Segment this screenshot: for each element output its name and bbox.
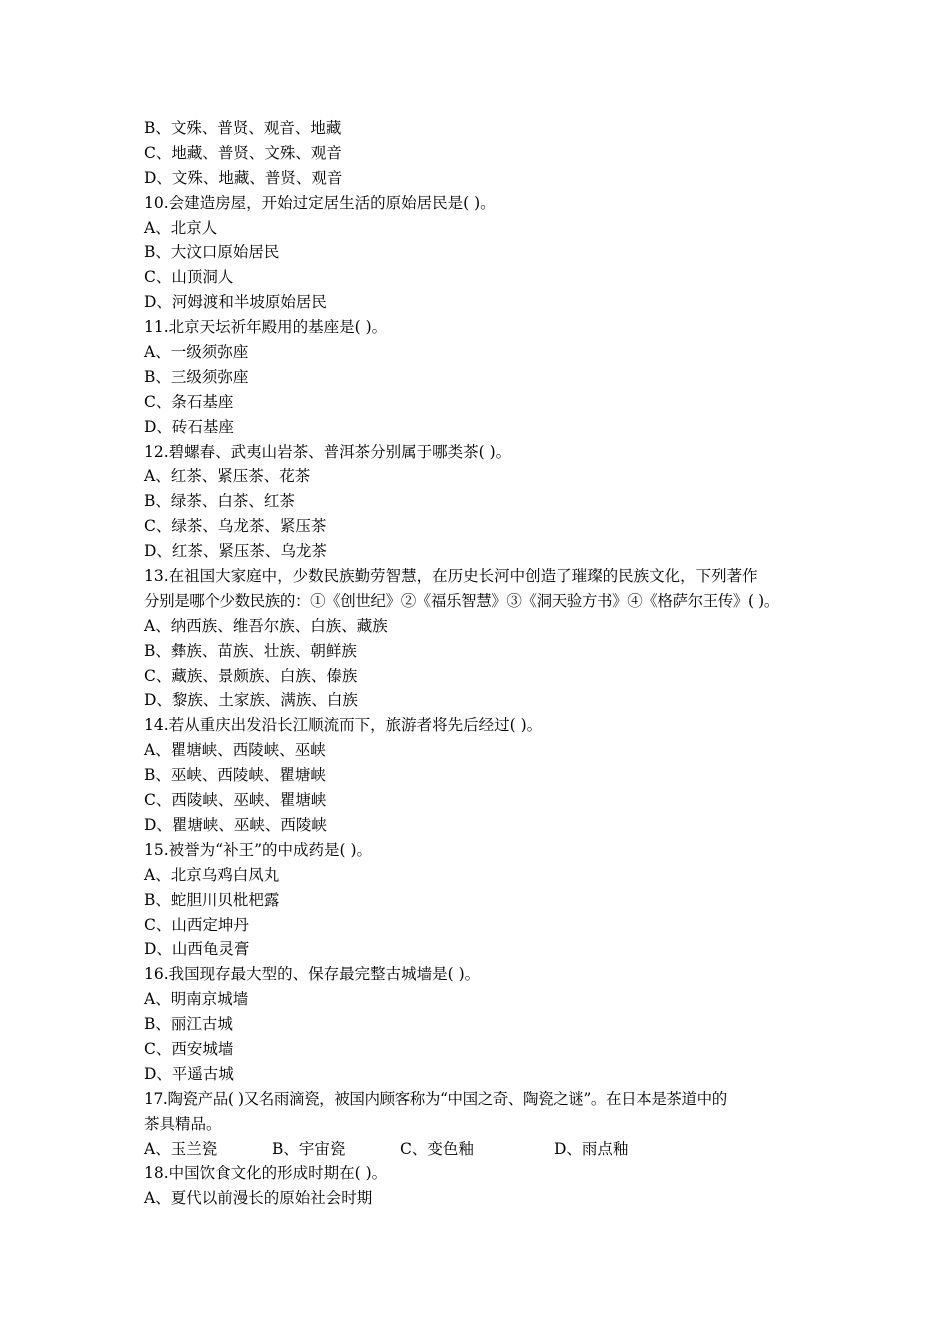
option-line: D、河姆渡和半坡原始居民	[144, 293, 327, 312]
option-line: B、绿茶、白茶、红茶	[144, 492, 295, 511]
option-line: A、瞿塘峡、西陵峡、巫峡	[144, 741, 326, 760]
option-line: A、纳西族、维吾尔族、白族、藏族	[144, 616, 388, 635]
question-17-continued: 茶具精品。	[144, 1114, 222, 1133]
option-line: A、北京人	[144, 218, 218, 237]
option-line: D、文殊、地藏、普贤、观音	[144, 168, 343, 187]
question-text-block	[144, 116, 814, 1211]
option-a: A、玉兰瓷	[144, 1139, 218, 1158]
question-17-options	[144, 1137, 814, 1162]
question-15: 15.被誉为“补王”的中成药是( )。	[144, 840, 373, 859]
question-13: 13.在祖国大家庭中，少数民族勤劳智慧，在历史长河中创造了璀璨的民族文化，下列著作	[144, 567, 758, 586]
option-b: B、宇宙瓷	[272, 1139, 346, 1158]
option-line: C、山西定坤丹	[144, 915, 249, 934]
option-line: B、大汶口原始居民	[144, 243, 280, 262]
option-line: B、彝族、苗族、壮族、朝鲜族	[144, 641, 357, 660]
option-line: B、巫峡、西陵峡、瞿塘峡	[144, 766, 326, 785]
option-line: D、山西龟灵膏	[144, 940, 250, 959]
option-line: D、红茶、紧压茶、乌龙茶	[144, 542, 327, 561]
option-line: A、北京乌鸡白凤丸	[144, 865, 280, 884]
option-line: D、黎族、土家族、满族、白族	[144, 691, 358, 710]
question-14: 14.若从重庆出发沿长江顺流而下，旅游者将先后经过( )。	[144, 716, 543, 735]
option-line: A、明南京城墙	[144, 990, 249, 1009]
option-line: A、红茶、紧压茶、花茶	[144, 467, 311, 486]
option-line: C、西陵峡、巫峡、瞿塘峡	[144, 791, 327, 810]
option-line: D、瞿塘峡、巫峡、西陵峡	[144, 815, 327, 834]
option-line: C、地藏、普贤、文殊、观音	[144, 143, 342, 162]
question-17: 17.陶瓷产品( )又名雨滴瓷，被国内顾客称为“中国之奇、陶瓷之谜”。在日本是茶道中的	[144, 1089, 727, 1108]
option-line: C、条石基座	[144, 392, 234, 411]
option-c: C、变色釉	[400, 1139, 474, 1158]
question-11: 11.北京天坛祈年殿用的基座是( )。	[144, 318, 388, 337]
option-line: C、藏族、景颇族、白族、傣族	[144, 666, 358, 685]
question-10: 10.会建造房屋，开始过定居生活的原始居民是( )。	[144, 193, 496, 212]
option-line: D、砖石基座	[144, 417, 234, 436]
question-13-continued: 分别是哪个少数民族的：①《创世纪》②《福乐智慧》③《洞天验方书》④《格萨尔王传》( )。	[144, 591, 779, 610]
question-18: 18.中国饮食文化的形成时期在( )。	[144, 1164, 388, 1183]
option-d: D、雨点釉	[554, 1139, 629, 1158]
question-12: 12.碧螺春、武夷山岩茶、普洱茶分别属于哪类茶( )。	[144, 442, 512, 461]
option-line: C、山顶洞人	[144, 268, 234, 287]
option-line: B、蛇胆川贝枇杷露	[144, 890, 280, 909]
option-line: C、绿茶、乌龙茶、紧压茶	[144, 517, 327, 536]
option-line: A、一级须弥座	[144, 343, 249, 362]
option-line: A、夏代以前漫长的原始社会时期	[144, 1189, 373, 1208]
question-16: 16.我国现存最大型的、保存最完整古城墙是( )。	[144, 965, 481, 984]
option-line: C、西安城墙	[144, 1039, 234, 1058]
option-line: B、三级须弥座	[144, 367, 249, 386]
option-line: B、丽江古城	[144, 1015, 233, 1034]
option-line: B、文殊、普贤、观音、地藏	[144, 119, 342, 137]
option-line: D、平遥古城	[144, 1064, 234, 1083]
